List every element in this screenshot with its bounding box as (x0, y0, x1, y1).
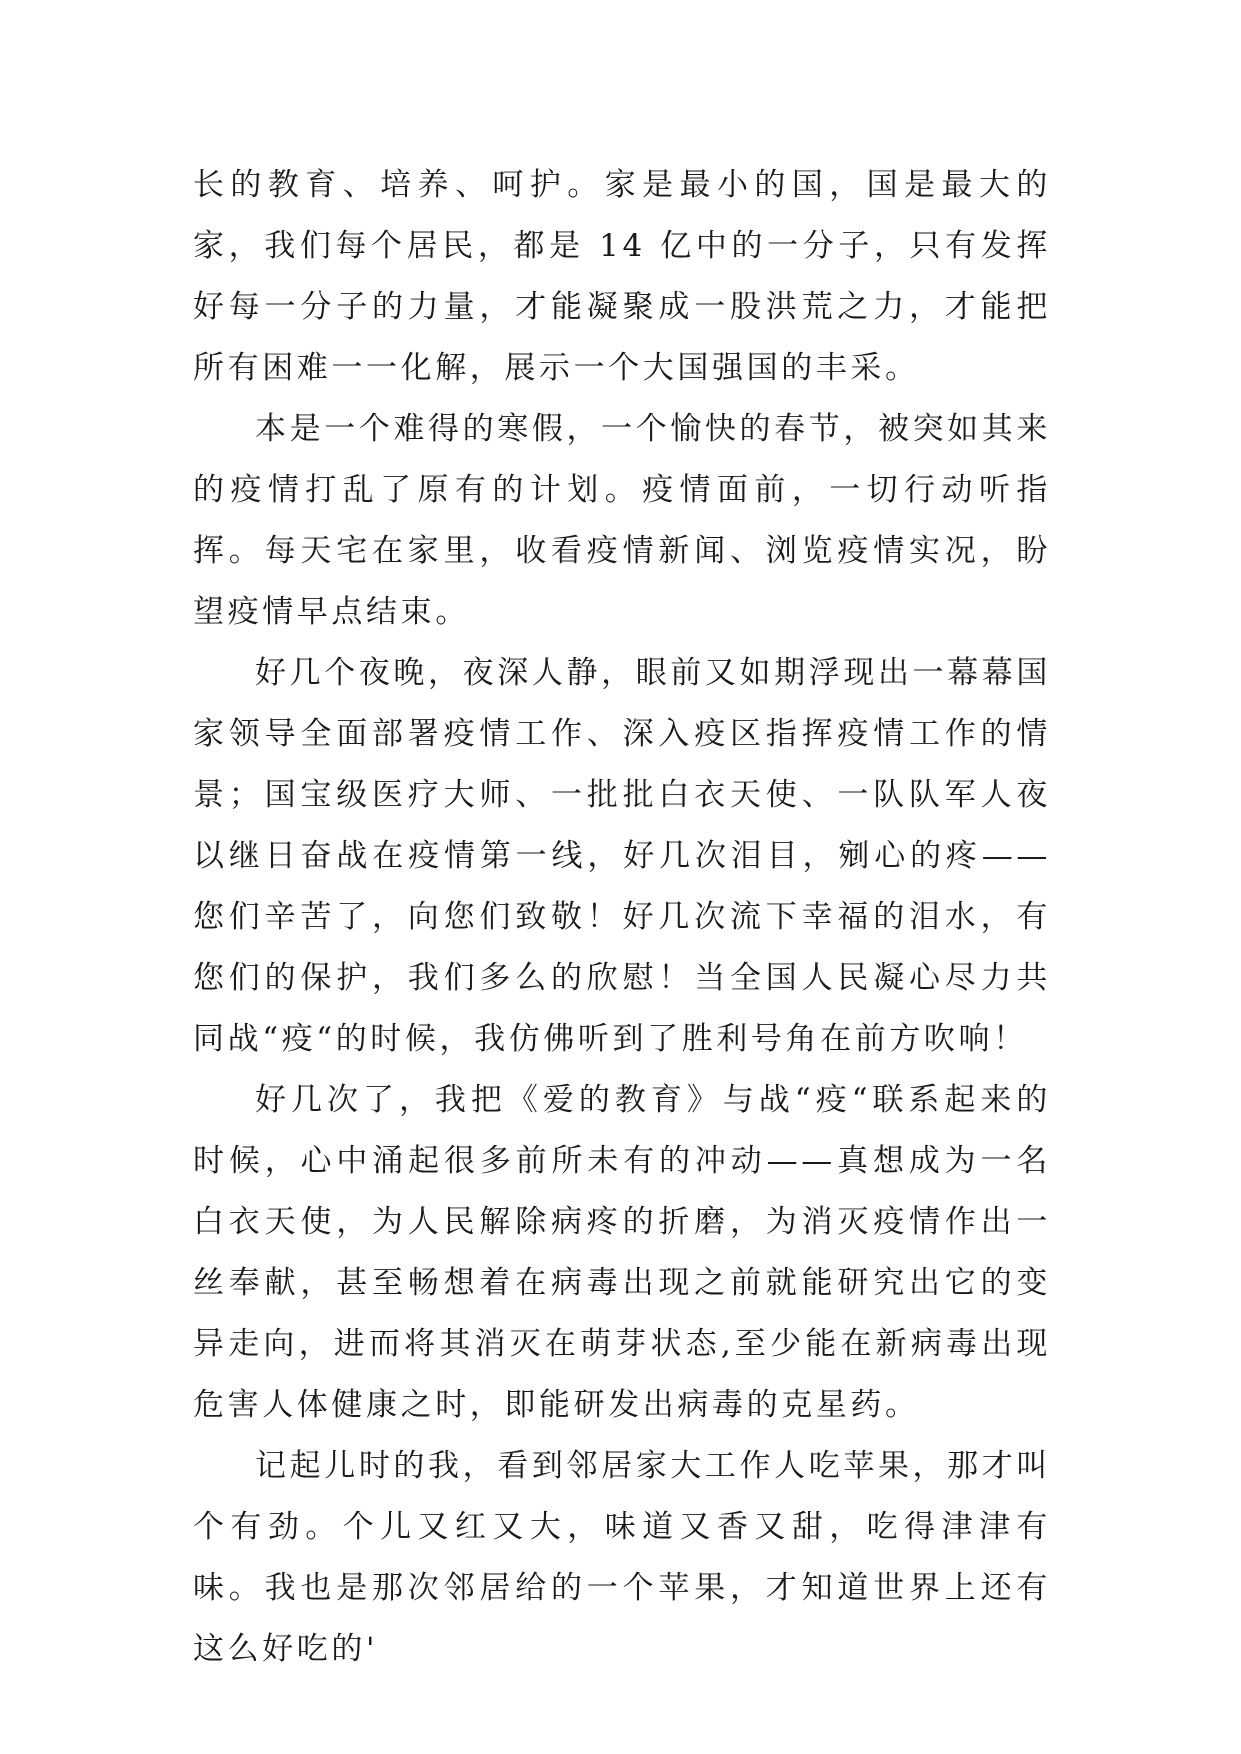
paragraph-2: 本是一个难得的寒假，一个愉快的春节，被突如其来的疫情打乱了原有的计划。疫情面前，一切行动听指挥。每天宅在家里，收看疫情新闻、浏览疫情实况，盼望疫情早点结束。 (193, 411, 1051, 630)
paragraph-5: 记起儿时的我，看到邻居家大工作人吃苹果，那才叫个有劲。个儿又红又大，味道又香又甜，吃得津津有味。我也是那次邻居给的一个苹果，才知道世界上还有这么好吃的' (193, 1448, 1051, 1667)
document-body (193, 155, 1051, 1680)
paragraph-4: 好几次了，我把《爱的教育》与战“疫“联系起来的时候，心中涌起很多前所未有的冲动——真想成为一名白衣天使，为人民解除病疼的折磨，为消灭疫情作出一丝奉献，甚至畅想着在病毒出现之前就能研究出它的变异走向，进而将其消灭在萌芽状态,至少能在新病毒出现危害人体健康之时，即能研发出病毒的克星药。 (193, 1082, 1051, 1423)
paragraph-1: 长的教育、培养、呵护。家是最小的国，国是最大的家，我们每个居民，都是 14 亿中的一分子，只有发挥好每一分子的力量，才能凝聚成一股洪荒之力，才能把所有困难一一化解，展示一个大国强国的丰采。 (193, 167, 1051, 386)
paragraph-3: 好几个夜晚，夜深人静，眼前又如期浮现出一幕幕国家领导全面部署疫情工作、深入疫区指挥疫情工作的情景；国宝级医疗大师、一批批白衣天使、一队队军人夜以继日奋战在疫情第一线，好几次泪目，剜心的疼——您们辛苦了，向您们致敬！好几次流下幸福的泪水，有您们的保护，我们多么的欣慰！当全国人民凝心尽力共同战“疫“的时候，我仿佛听到了胜利号角在前方吹响！ (193, 655, 1051, 1057)
